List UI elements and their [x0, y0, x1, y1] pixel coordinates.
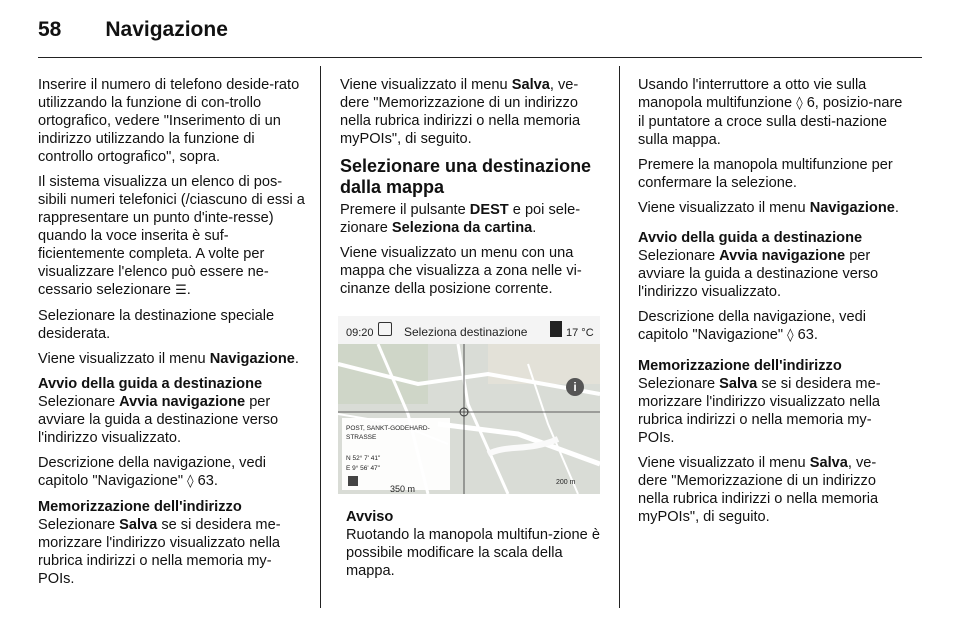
- paragraph: Viene visualizzato il menu Salva, ve-dere "Memorizzazione di un indirizzo nella rubrica indirizzi o nella memoria myPOIs", di seguito.: [340, 77, 581, 147]
- page-number: 58: [38, 18, 62, 41]
- paragraph: Premere il pulsante DEST e poi sele-zionare Seleziona da cartina.: [340, 202, 581, 236]
- notice-title: Avviso: [346, 509, 394, 525]
- page-ref-icon: ◊: [796, 96, 803, 111]
- section-title: Selezionare una destinazione dalla mappa: [340, 156, 592, 197]
- paragraph: Il sistema visualizza un elenco di pos-sibili numeri telefonici (/ciascuno di essi a rappresentare un punto d'inte-resse) quando la voce inserita è suf-ficientemente completa. A volte per visualizzare l'elenco può essere ne-cessario selezionare ☰.: [38, 174, 305, 298]
- scale-label-small: 200 m: [556, 479, 576, 486]
- screen-title: Seleziona destinazione: [404, 325, 528, 339]
- notice-box: [346, 508, 604, 580]
- paragraph: Selezionare Salva se si desidera me-morizzare l'indirizzo visualizzato nella rubrica indirizzi o nella memoria my-POIs.: [638, 376, 881, 446]
- map-menu-icon: [348, 476, 358, 486]
- page-title: Navigazione: [105, 18, 228, 41]
- page-ref-icon: ◊: [787, 328, 794, 343]
- column-divider-1: [320, 66, 321, 608]
- paragraph: Selezionare Salva se si desidera me-morizzare l'indirizzo visualizzato nella rubrica indirizzi o nella memoria my-POIs.: [38, 517, 281, 587]
- paragraph: Selezionare la destinazione speciale desiderata.: [38, 308, 275, 342]
- paragraph: Viene visualizzato un menu con una mappa che visualizza a zona nelle vi-cinanze della posizione corrente.: [340, 245, 582, 297]
- street-label: POST, SANKT-GODEHARD-STRASSE: [346, 425, 430, 441]
- screen-temperature: 17 °C: [566, 327, 594, 339]
- paragraph: Descrizione della navigazione, vedi capitolo "Navigazione" ◊ 63.: [38, 455, 266, 489]
- page-ref-icon: ◊: [187, 474, 194, 489]
- paragraph: Viene visualizzato il menu Navigazione.: [38, 351, 299, 367]
- paragraph: Viene visualizzato il menu Navigazione.: [638, 200, 899, 216]
- map-screenshot: [338, 316, 600, 494]
- notice-text: Ruotando la manopola multifun-zione è possibile modificare la scala della mappa.: [346, 527, 600, 579]
- section-heading: Memorizzazione dell'indirizzo: [38, 499, 242, 515]
- screen-time: 09:20: [346, 327, 374, 339]
- phone-icon: [550, 321, 562, 337]
- paragraph: Usando l'interruttore a otto vie sulla manopola multifunzione ◊ 6, posizio-nare il puntatore a croce sulla desti-nazione sulla mappa.: [638, 77, 903, 148]
- column-2: [340, 76, 604, 587]
- info-icon: i: [566, 378, 584, 396]
- column-divider-2: [619, 66, 620, 608]
- longitude-label: E 9° 56' 47": [346, 465, 380, 472]
- paragraph: Descrizione della navigazione, vedi capitolo "Navigazione" ◊ 63.: [638, 309, 866, 343]
- paragraph: Selezionare Avvia navigazione per avviare la guida a destinazione verso l'indirizzo visualizzato.: [38, 394, 279, 446]
- paragraph: Premere la manopola multifunzione per confermare la selezione.: [638, 157, 893, 191]
- column-3: [638, 76, 904, 533]
- list-icon: ☰: [175, 283, 187, 298]
- latitude-label: N 52° 7' 41": [346, 455, 381, 462]
- paragraph: Selezionare Avvia navigazione per avviare la guida a destinazione verso l'indirizzo visualizzato.: [638, 248, 879, 300]
- section-heading: Memorizzazione dell'indirizzo: [638, 358, 842, 374]
- scale-label: 350 m: [390, 484, 416, 494]
- column-1: [38, 76, 306, 595]
- paragraph: Inserire il numero di telefono deside-rato utilizzando la funzione di con-trollo ortografico, vedere "Inserimento di un indirizzo utilizzando la funzione di controllo ortografico", sopra.: [38, 77, 300, 165]
- section-heading: Avvio della guida a destinazione: [38, 376, 263, 392]
- page-header: [38, 18, 228, 42]
- screen-status-bar: [338, 316, 600, 344]
- header-rule: [38, 57, 922, 58]
- clock-icon: [378, 322, 392, 336]
- section-heading: Avvio della guida a destinazione: [638, 230, 863, 246]
- paragraph: Viene visualizzato il menu Salva, ve-dere "Memorizzazione di un indirizzo nella rubrica indirizzi o nella memoria myPOIs", di seguito.: [638, 455, 879, 525]
